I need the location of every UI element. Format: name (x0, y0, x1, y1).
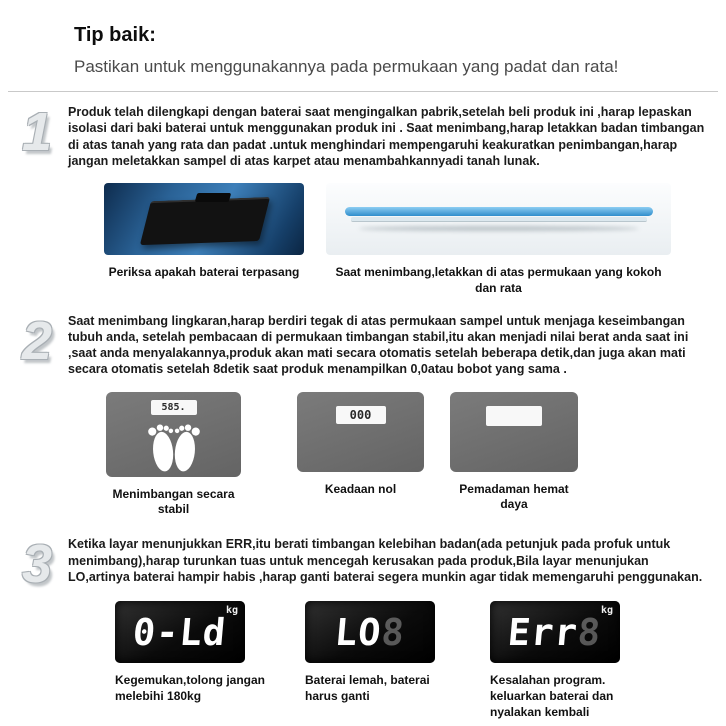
step-1-number: 1 (22, 102, 53, 162)
lcd-ghost-digit: 8 (576, 610, 604, 654)
figure-caption: Periksa apakah baterai terpasang (108, 265, 300, 279)
scale-base-shape (351, 217, 647, 222)
scale-zero-image (297, 392, 424, 472)
figure-stable-weighing (106, 392, 241, 519)
figure-scale-side (326, 183, 671, 297)
figure-caption: Menimbangan secara stabil (112, 486, 235, 517)
step-3 (0, 536, 726, 720)
lcd-low-battery-display (305, 601, 435, 663)
weight-readout: 585. (161, 401, 186, 413)
scale-side-view-image (326, 183, 671, 255)
figure-caption: Baterai lemah, baterai harus ganti (305, 673, 430, 703)
scale-body-shape (345, 207, 653, 216)
lcd-ghost-digit: 8 (379, 610, 407, 654)
step-2 (0, 310, 726, 519)
battery-tab-shape (195, 193, 232, 202)
header (0, 0, 726, 77)
figure-zero-state (297, 392, 424, 498)
figure-overload (115, 601, 280, 705)
figure-caption: Pemadaman hemat daya (459, 481, 569, 512)
step-2-figures (68, 392, 712, 519)
step-1-text: Produk telah dilengkapi dengan baterai saat mengingalkan pabrik,setelah beli produk ini ,harap lepaskan isolasi dari baki baterai untuk menggunakan produk ini . Saat menimbang,harap letakkan badan timbangan di atas tanah yang rata dan padat .untuk menghindari mempengaruhi keakuratkan penimbangan,harap jangan meletakkan sampel di atas karpet atau menambahkannyadi tanah lunak. (68, 105, 705, 168)
lcd-text: Err (506, 610, 581, 654)
lcd-error-display (490, 601, 620, 663)
lcd-text: 0-Ld (131, 610, 229, 654)
lcd-overload-display (115, 601, 245, 663)
figure-caption: Saat menimbang,letakkan di atas permukaan yang kokoh dan rata (335, 265, 662, 295)
feet-icon (128, 412, 220, 474)
page-subtitle: Pastikan untuk menggunakannya pada permukaan yang padat dan rata! (74, 57, 619, 76)
battery-compartment-image (104, 183, 304, 255)
figure-caption: Kegemukan,tolong jangan melebihi 180kg (115, 673, 266, 703)
zero-readout: 000 (349, 407, 372, 422)
step-3-text: Ketika layar menunjukkan ERR,itu berati timbangan kelebihan badan(ada petunjuk pada profuk untuk menimbang),harap turunkan tuas untuk mencegah kerusakan pada produk,Bila layar menunjukan LO,artinya baterai hampir habis ,harap ganti baterai segera munkin agar tidak memengaruhi penggunakan. (68, 537, 703, 584)
figure-caption: Keadaan nol (324, 481, 397, 496)
figure-caption: Kesalahan program. keluarkan baterai dan nyalakan kembali (490, 673, 614, 719)
step-2-text: Saat menimbang lingkaran,harap berdiri tegak di atas permukaan sampel untuk menjaga keseimbangan tubuh anda, setelah pembacaan di permukaan timbangan stabil,itu akan menjadi nilai berat anda saat ini ,saat anda menyalakannya,produk akan mati secara otomatis setelah beberapa detik,dan juga akan mati secara otomatis setelah 8detik saat produk menampilkan 0,0atau bobot yang sama . (68, 313, 689, 377)
scale-shadow (359, 226, 639, 231)
scale-display (336, 406, 386, 424)
divider (8, 91, 718, 92)
scale-display-blank (486, 406, 542, 426)
battery-cover-shape (140, 197, 270, 245)
step-1 (0, 104, 726, 297)
scale-off-image (450, 392, 578, 472)
unit-label: kg (600, 605, 613, 617)
step-2-number: 2 (22, 310, 53, 371)
page-title: Tip baik: (74, 24, 156, 46)
scale-with-feet-image (106, 392, 241, 477)
figure-power-saving (450, 392, 578, 514)
step-1-figures (68, 183, 712, 297)
figure-error (490, 601, 655, 720)
unit-label: kg (225, 605, 238, 617)
lcd-text: LO (333, 610, 384, 654)
figure-low-battery (305, 601, 455, 705)
figure-battery (104, 183, 304, 281)
step-3-figures (68, 601, 712, 720)
step-3-number: 3 (22, 534, 53, 595)
